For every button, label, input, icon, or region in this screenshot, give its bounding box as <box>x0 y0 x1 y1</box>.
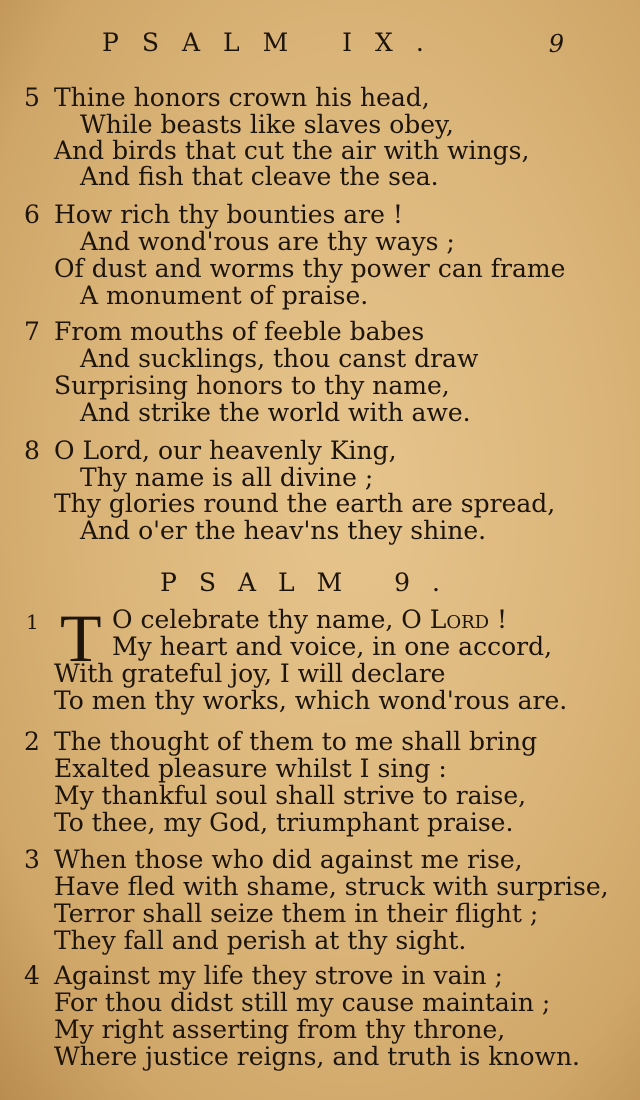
verse-line: Surprising honors to thy name, <box>54 371 450 400</box>
verse-line-first <box>112 606 507 634</box>
verse-line: Thy glories round the earth are spread, <box>54 489 556 518</box>
stanza-number: 1 <box>26 610 39 634</box>
psalm-heading: PSALM 9. <box>160 568 463 597</box>
stanza-number: 3 <box>24 845 40 874</box>
verse-line-first-text: O celebrate thy name, O <box>112 605 430 634</box>
verse-line: My right asserting from thy throne, <box>54 1015 506 1044</box>
verse-line: They fall and perish at thy sight. <box>54 926 467 955</box>
verse-line: And birds that cut the air with wings, <box>54 136 530 165</box>
verse-line: Of dust and worms thy power can frame <box>54 254 566 283</box>
verse-line: To thee, my God, triumphant praise. <box>54 808 514 837</box>
running-title: PSALM IX. <box>102 28 447 57</box>
verse-line: The thought of them to me shall bring <box>54 727 538 756</box>
verse-line-first-end: ! <box>489 605 508 634</box>
verse-line: How rich thy bounties are ! <box>54 200 403 229</box>
verse-line: And fish that cleave the sea. <box>80 162 439 191</box>
verse-line: Against my life they strove in vain ; <box>54 961 503 990</box>
verse-line: My thankful soul shall strive to raise, <box>54 781 527 810</box>
verse-line: Where justice reigns, and truth is known. <box>54 1042 580 1071</box>
verse-line: Have fled with shame, struck with surprise, <box>54 872 609 901</box>
stanza-number: 8 <box>24 436 40 465</box>
verse-line: And o'er the heav'ns they shine. <box>80 516 487 545</box>
drop-cap: T <box>60 600 102 676</box>
verse-line: Exalted pleasure whilst I sing : <box>54 754 447 783</box>
page-number: 9 <box>548 30 564 58</box>
verse-line: For thou didst still my cause maintain ; <box>54 988 551 1017</box>
verse-line: While beasts like slaves obey, <box>80 110 454 139</box>
stanza-number: 6 <box>24 200 40 229</box>
verse-line: When those who did against me rise, <box>54 845 523 874</box>
verse-line: And sucklings, thou canst draw <box>80 344 479 373</box>
verse-line: My heart and voice, in one accord, <box>112 632 553 661</box>
stanza-number: 4 <box>24 961 40 990</box>
verse-line: With grateful joy, I will declare <box>54 659 446 688</box>
verse-line: And wond'rous are thy ways ; <box>80 227 455 256</box>
verse-line: Thine honors crown his head, <box>54 83 430 112</box>
verse-line: To men thy works, which wond'rous are. <box>54 686 568 715</box>
verse-line: Thy name is all divine ; <box>80 463 374 492</box>
lord-small-caps: Lord <box>429 605 490 634</box>
verse-line: Terror shall seize them in their flight ; <box>54 899 539 928</box>
stanza-number: 2 <box>24 727 40 756</box>
stanza-number: 5 <box>24 83 40 112</box>
verse-line: O Lord, our heavenly King, <box>54 436 397 465</box>
verse-line: From mouths of feeble babes <box>54 317 425 346</box>
stanza-number: 7 <box>24 317 40 346</box>
verse-line: And strike the world with awe. <box>80 398 471 427</box>
verse-line: A monument of praise. <box>80 281 369 310</box>
